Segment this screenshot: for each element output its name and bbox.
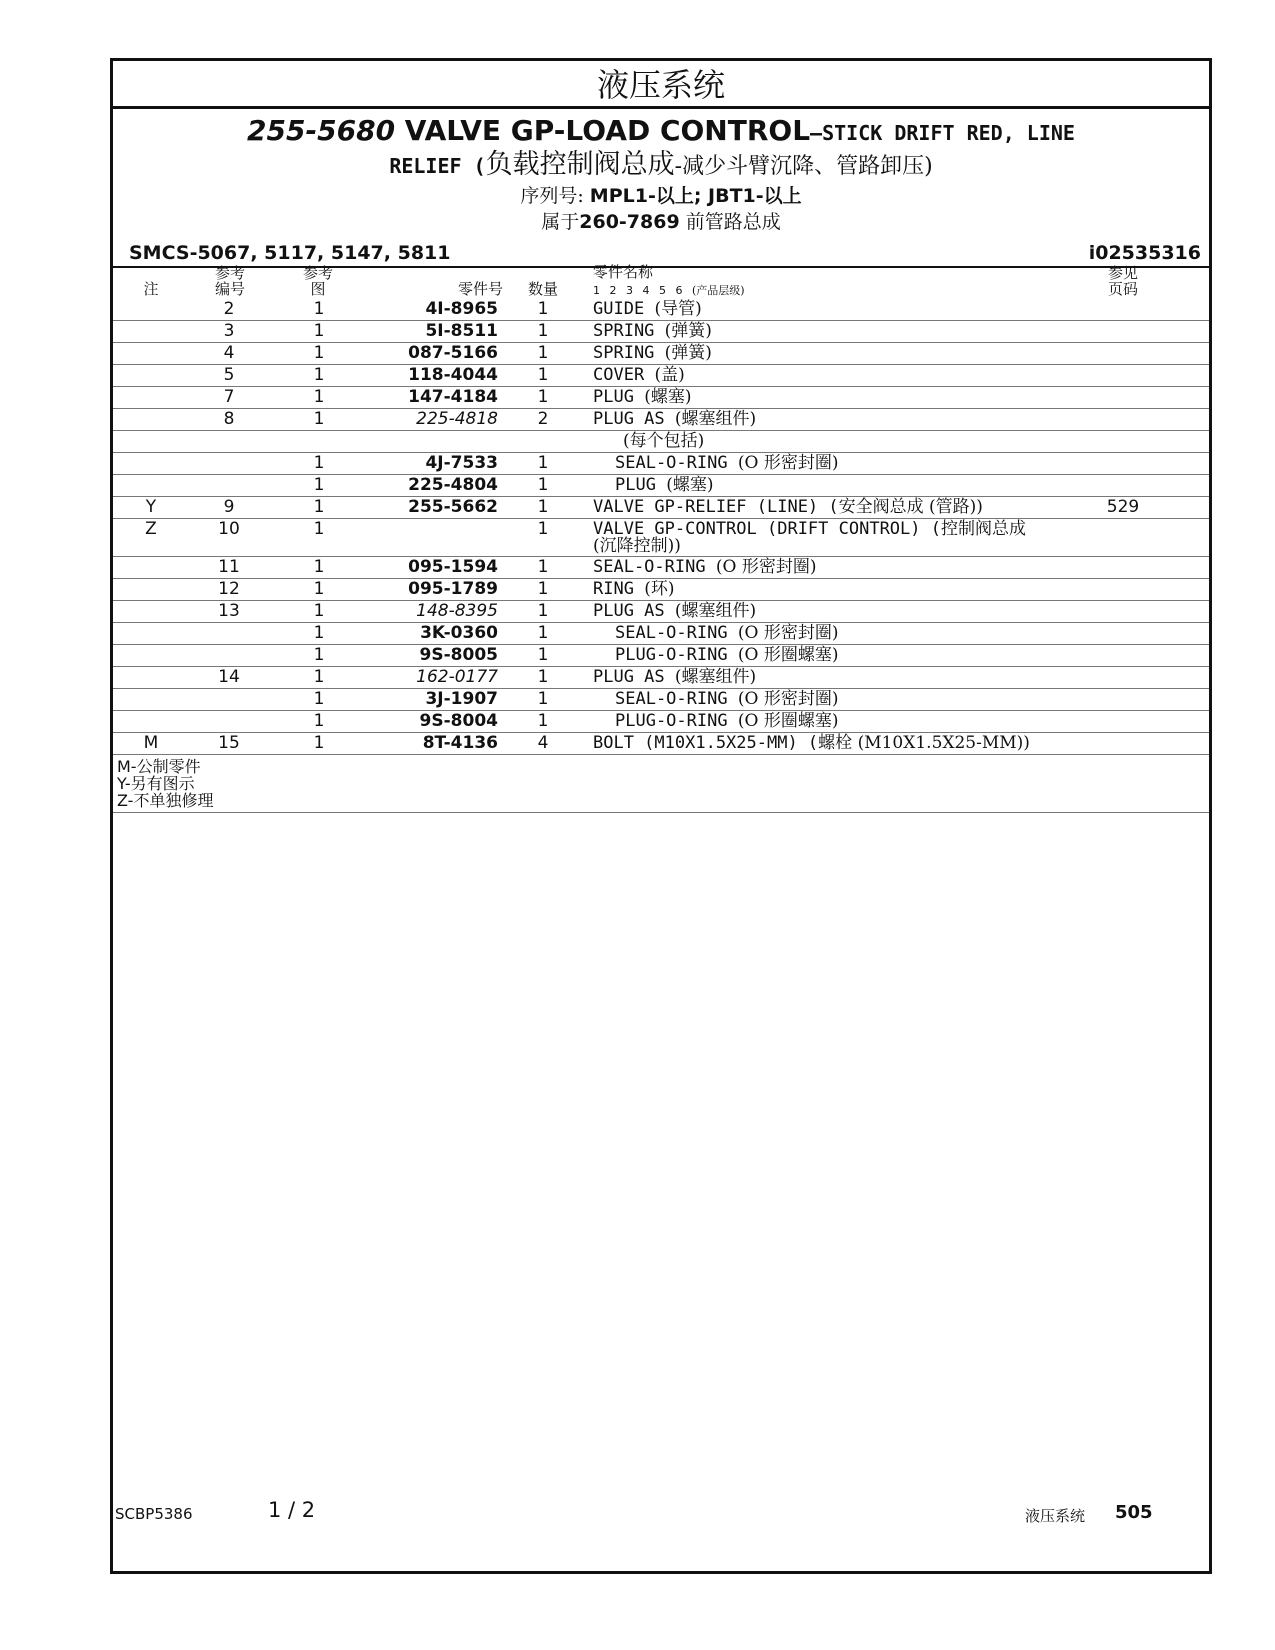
belongs-part-number: 260-7869 xyxy=(579,211,680,233)
row-figure: 1 xyxy=(313,409,325,429)
section-title: 液压系统 xyxy=(113,61,1209,109)
title-line2-cn-big: 负载控制阀总成 xyxy=(485,149,675,180)
col-fig-1: 参考 xyxy=(302,264,333,282)
row-part-name xyxy=(593,732,1030,754)
row-part-name-en: SPRING xyxy=(593,343,655,363)
legend-item xyxy=(117,775,213,792)
legend-item xyxy=(117,792,213,809)
header-rule xyxy=(113,266,1209,268)
row-part-name-cn: (O 形密封圈) xyxy=(737,689,839,709)
row-quantity: 1 xyxy=(537,299,549,319)
table-row xyxy=(113,644,1209,666)
doc-id: SCBP5386 xyxy=(115,1505,193,1523)
row-part-name-en: SPRING xyxy=(593,321,655,341)
row-note: M xyxy=(143,733,159,753)
row-quantity: 1 xyxy=(537,623,549,643)
row-figure: 1 xyxy=(313,557,325,577)
row-part-name xyxy=(593,408,756,430)
col-see-2: 页码 xyxy=(1107,280,1138,298)
row-part-name-en: BOLT (M10X1.5X25-MM) ( xyxy=(593,733,819,753)
row-part-name-cn: 安全阀总成 (管路)) xyxy=(838,497,983,517)
row-part-name-cn: (O 形圈螺塞) xyxy=(737,711,839,731)
table-row xyxy=(113,622,1209,644)
table-row xyxy=(113,556,1209,578)
row-part-name-cn: (螺塞) xyxy=(644,387,692,407)
row-ref-number: 13 xyxy=(218,601,240,621)
col-ref-2: 编号 xyxy=(214,280,245,298)
row-part-name xyxy=(615,474,713,496)
page-number: 505 xyxy=(1115,1502,1153,1523)
row-part-number: 148-8395 xyxy=(416,601,498,621)
row-quantity: 1 xyxy=(537,579,549,599)
title-line-2 xyxy=(113,149,1209,183)
row-part-name-en: PLUG-O-RING xyxy=(615,645,728,665)
row-part-number: 9S-8005 xyxy=(419,645,498,665)
table-row xyxy=(113,298,1209,320)
row-quantity: 1 xyxy=(537,321,549,341)
row-part-number: 3K-0360 xyxy=(420,623,498,643)
row-part-name-cn: (螺塞组件) xyxy=(674,601,757,621)
legend-text: 另有图示 xyxy=(130,774,195,793)
row-part-number: 4I-8965 xyxy=(425,299,498,319)
row-ref-number: 9 xyxy=(223,497,235,517)
row-part-number: 255-5662 xyxy=(408,497,498,517)
row-part-name-cn: (O 形密封圈) xyxy=(737,453,839,473)
row-figure: 1 xyxy=(313,453,325,473)
row-part-name-en: GUIDE xyxy=(593,299,645,319)
row-part-name xyxy=(593,342,712,364)
row-part-name-en: PLUG xyxy=(615,475,656,495)
row-part-name-cn: (环) xyxy=(644,579,675,599)
serial-line xyxy=(113,183,1209,209)
part-number-title: 255-5680 xyxy=(247,114,396,147)
col-see-1: 参见 xyxy=(1107,264,1138,282)
table-row xyxy=(113,710,1209,732)
table-row xyxy=(113,578,1209,600)
row-part-number: 095-1594 xyxy=(408,557,498,577)
row-part-name xyxy=(615,644,838,666)
row-part-name-en: PLUG AS xyxy=(593,667,665,687)
row-figure: 1 xyxy=(313,343,325,363)
row-part-name-en: SEAL-O-RING xyxy=(593,557,706,577)
table-row xyxy=(113,474,1209,496)
table-row xyxy=(113,732,1209,754)
row-part-number: 147-4184 xyxy=(408,387,498,407)
row-figure: 1 xyxy=(313,601,325,621)
row-part-name xyxy=(593,298,702,320)
row-part-name xyxy=(615,622,838,644)
row-part-name-cn: (每个包括) xyxy=(623,431,705,451)
row-part-number: 4J-7533 xyxy=(425,453,498,473)
row-ref-number: 12 xyxy=(218,579,240,599)
row-ref-number: 3 xyxy=(223,321,235,341)
col-part-no: 零件号 xyxy=(457,280,503,298)
legend-code: Z- xyxy=(117,791,134,810)
row-figure: 1 xyxy=(313,365,325,385)
row-ref-number: 8 xyxy=(223,409,235,429)
col-qty: 数量 xyxy=(527,280,558,298)
legend-code: Y- xyxy=(117,774,131,793)
legend-text: 不单独修理 xyxy=(133,791,214,810)
row-part-name xyxy=(593,386,691,408)
row-part-name-cn: (弹簧) xyxy=(664,321,712,341)
belongs-name: 前管路总成 xyxy=(685,211,781,233)
row-part-name xyxy=(593,666,756,688)
legend-code: M- xyxy=(117,757,137,776)
row-part-number: 087-5166 xyxy=(408,343,498,363)
legend-divider xyxy=(113,812,1209,813)
table-row xyxy=(113,666,1209,688)
row-part-name-en: SEAL-O-RING xyxy=(615,689,728,709)
row-ref-number: 15 xyxy=(218,733,240,753)
row-ref-number: 14 xyxy=(218,667,240,687)
row-part-name-en: VALVE GP-RELIEF (LINE) ( xyxy=(593,497,839,517)
table-row xyxy=(113,430,1209,452)
table-row xyxy=(113,364,1209,386)
table-row xyxy=(113,408,1209,430)
table-row xyxy=(113,342,1209,364)
row-figure: 1 xyxy=(313,475,325,495)
row-figure: 1 xyxy=(313,321,325,341)
row-part-name-cn: (螺塞组件) xyxy=(674,667,757,687)
row-quantity: 1 xyxy=(537,475,549,495)
row-part-name xyxy=(615,710,838,732)
row-part-name xyxy=(593,556,816,578)
row-figure: 1 xyxy=(313,519,325,539)
row-quantity: 1 xyxy=(537,343,549,363)
row-part-name-cn: (盖) xyxy=(654,365,685,385)
row-part-name-en: COVER xyxy=(593,365,645,385)
row-quantity: 1 xyxy=(537,711,549,731)
row-part-name-cn: (螺塞组件) xyxy=(674,409,757,429)
row-quantity: 1 xyxy=(537,689,549,709)
title-line2-cn-small: -减少斗臂沉降、管路卸压) xyxy=(674,154,933,179)
row-part-name-cn: (O 形密封圈) xyxy=(715,557,817,577)
row-part-number: 225-4804 xyxy=(408,475,498,495)
page-frame xyxy=(110,58,1212,1574)
title-main: VALVE GP-LOAD CONTROL xyxy=(404,114,811,147)
row-part-name-en: PLUG-O-RING xyxy=(615,711,728,731)
row-part-number: 118-4044 xyxy=(408,365,498,385)
row-part-name-en: RING xyxy=(593,579,634,599)
col-name-levels: 1 2 3 4 5 6 (产品层级) xyxy=(593,284,745,297)
col-fig-2: 图 xyxy=(310,280,326,298)
row-note: Y xyxy=(145,497,157,517)
row-quantity: 1 xyxy=(537,453,549,473)
belongs-line xyxy=(113,209,1209,235)
row-part-number: 225-4818 xyxy=(416,409,498,429)
row-quantity: 1 xyxy=(537,601,549,621)
row-divider xyxy=(113,754,1209,755)
row-part-name-cn-cont: (沉降控制)) xyxy=(593,536,681,556)
row-figure: 1 xyxy=(313,645,325,665)
legend xyxy=(113,757,214,810)
table-row xyxy=(113,452,1209,474)
row-quantity: 1 xyxy=(537,557,549,577)
row-part-number: 095-1789 xyxy=(408,579,498,599)
row-part-name-cn: 控制阀总成 xyxy=(941,519,1026,539)
row-part-name-cn: (螺塞) xyxy=(666,475,714,495)
row-quantity: 4 xyxy=(537,733,549,753)
table-row xyxy=(113,386,1209,408)
row-quantity: 1 xyxy=(537,667,549,687)
row-quantity: 1 xyxy=(537,387,549,407)
row-see-page: 529 xyxy=(1106,497,1140,517)
table-row xyxy=(113,496,1209,518)
row-quantity: 1 xyxy=(537,519,549,539)
title-sub: —STICK DRIFT RED, LINE xyxy=(810,121,1075,145)
col-name: 零件名称 xyxy=(593,263,654,281)
row-part-name xyxy=(615,452,838,474)
row-part-name xyxy=(593,578,674,600)
row-part-name-en: PLUG AS xyxy=(593,601,665,621)
row-figure: 1 xyxy=(313,667,325,687)
col-ref-1: 参考 xyxy=(214,264,245,282)
row-part-name-en: SEAL-O-RING xyxy=(615,623,728,643)
row-ref-number: 5 xyxy=(223,365,235,385)
row-quantity: 1 xyxy=(537,365,549,385)
row-part-number: 9S-8004 xyxy=(419,711,498,731)
row-part-name-en: VALVE GP-CONTROL (DRIFT CONTROL) ( xyxy=(593,519,941,539)
legend-text: 公制零件 xyxy=(136,757,201,776)
row-part-name-en: PLUG xyxy=(593,387,634,407)
smcs-codes: SMCS-5067, 5117, 5147, 5811 xyxy=(129,242,451,264)
row-ref-number: 10 xyxy=(218,519,240,539)
row-figure: 1 xyxy=(313,733,325,753)
row-part-name-cn: (弹簧) xyxy=(664,343,712,363)
table-row xyxy=(113,600,1209,622)
legend-item xyxy=(117,758,213,775)
row-part-number: 3J-1907 xyxy=(425,689,498,709)
belongs-label: 属于 xyxy=(541,211,580,233)
table-row xyxy=(113,688,1209,710)
row-ref-number: 2 xyxy=(223,299,235,319)
page-of: 1 / 2 xyxy=(268,1498,316,1522)
row-part-name-cn: (O 形圈螺塞) xyxy=(737,645,839,665)
table-row xyxy=(113,320,1209,342)
row-figure: 1 xyxy=(313,579,325,599)
row-figure: 1 xyxy=(313,623,325,643)
row-ref-number: 7 xyxy=(223,387,235,407)
row-part-name-cn: (导管) xyxy=(654,299,702,319)
row-figure: 1 xyxy=(313,299,325,319)
row-part-name xyxy=(593,320,712,342)
row-part-number: 5I-8511 xyxy=(425,321,498,341)
row-part-name-en: PLUG AS xyxy=(593,409,665,429)
row-part-name xyxy=(615,688,838,710)
row-part-name xyxy=(593,600,756,622)
row-part-number: 8T-4136 xyxy=(422,733,498,753)
row-part-name xyxy=(623,430,704,452)
row-note: Z xyxy=(145,519,157,539)
row-quantity: 2 xyxy=(537,409,549,429)
row-part-name xyxy=(593,364,685,386)
row-part-name-en: SEAL-O-RING xyxy=(615,453,728,473)
title-line2-en: RELIEF ( xyxy=(389,154,486,178)
table-row xyxy=(113,518,1209,556)
row-quantity: 1 xyxy=(537,497,549,517)
title-block xyxy=(113,115,1209,235)
row-part-name xyxy=(593,496,983,518)
row-figure: 1 xyxy=(313,497,325,517)
row-figure: 1 xyxy=(313,387,325,407)
row-ref-number: 4 xyxy=(223,343,235,363)
row-quantity: 1 xyxy=(537,645,549,665)
footer-section: 液压系统 xyxy=(1025,1507,1086,1525)
col-note: 注 xyxy=(143,280,159,298)
serial-label: 序列号: xyxy=(520,185,584,207)
row-ref-number: 11 xyxy=(218,557,240,577)
illustration-id: i02535316 xyxy=(1088,242,1201,264)
row-part-name-cn: 螺栓 (M10X1.5X25-MM)) xyxy=(818,733,1030,753)
title-line-1 xyxy=(113,115,1209,149)
row-figure: 1 xyxy=(313,711,325,731)
row-part-name-cn: (O 形密封圈) xyxy=(737,623,839,643)
row-figure: 1 xyxy=(313,689,325,709)
serial-value: MPL1-以上; JBT1-以上 xyxy=(589,185,802,207)
row-part-number: 162-0177 xyxy=(416,667,498,687)
